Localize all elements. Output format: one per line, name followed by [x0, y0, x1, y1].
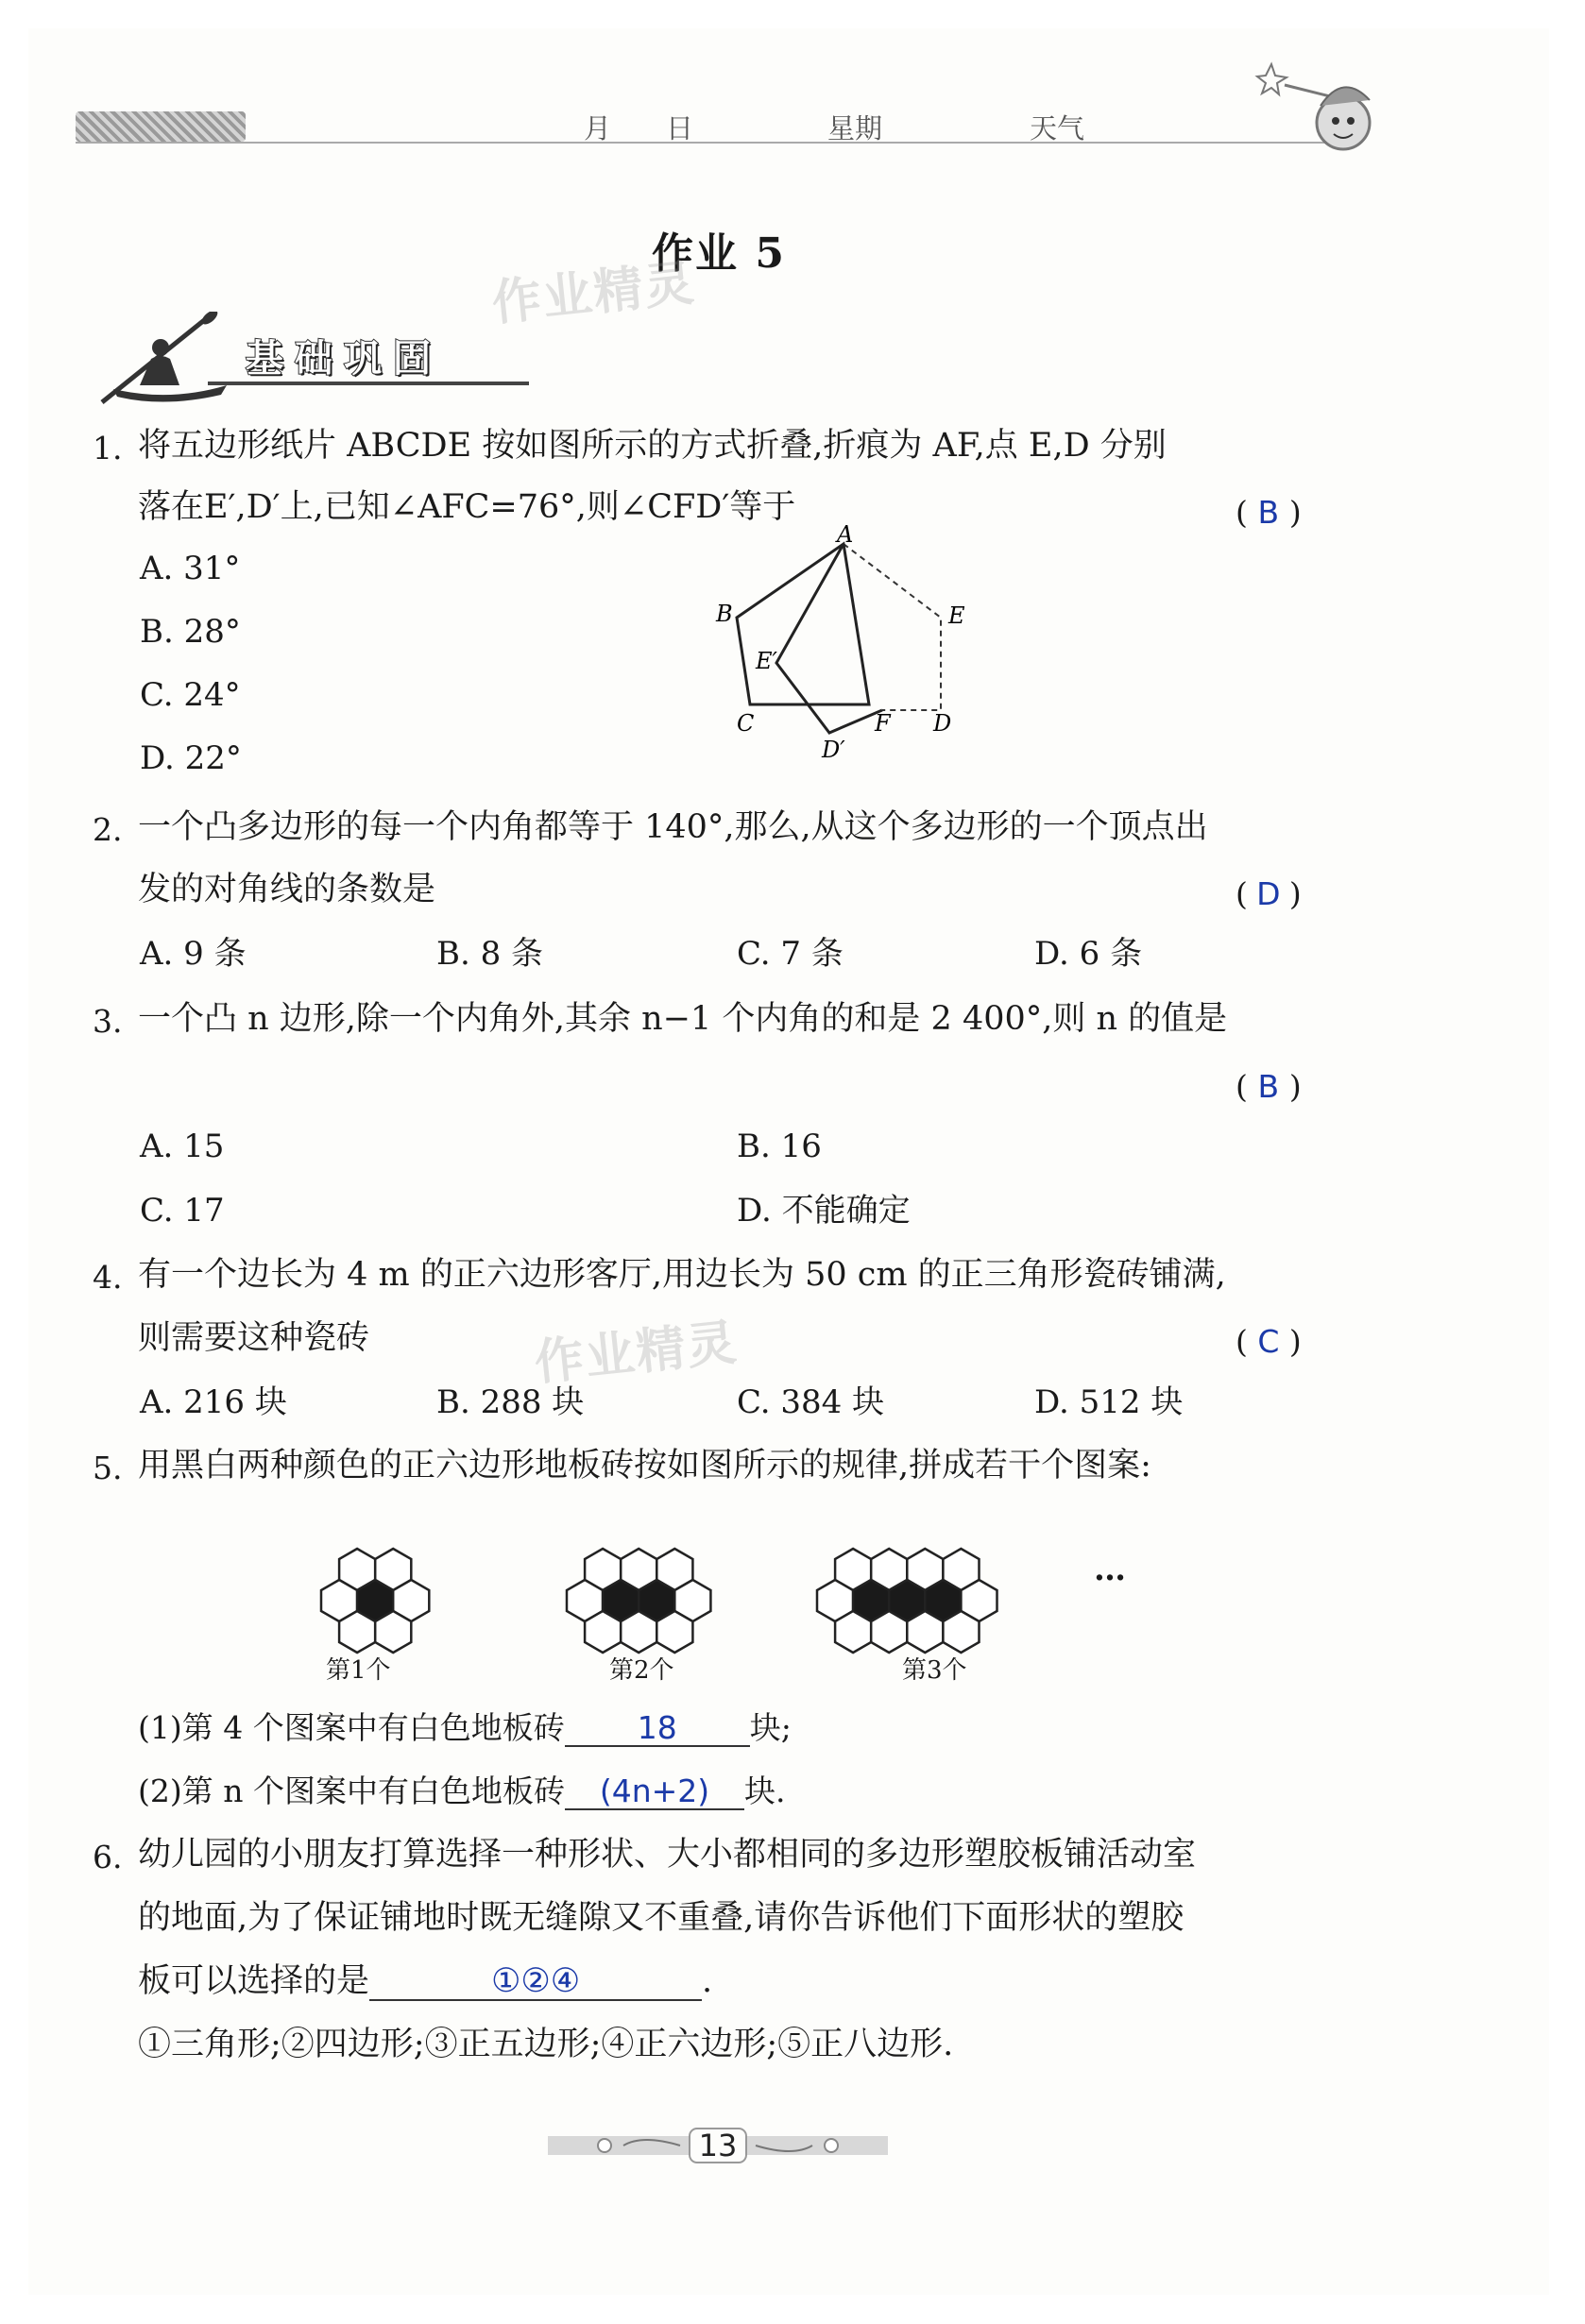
- figure-label: F: [875, 710, 891, 737]
- hexagon-tiling-figure: [302, 1506, 1152, 1695]
- option: B. 288 块: [436, 1383, 585, 1421]
- question-text: 将五边形纸片 ABCDE 按如图所示的方式折叠,折痕为 AF,点 E,D 分别: [138, 427, 1167, 465]
- folded-pentagon-figure: [699, 525, 1001, 771]
- answer-blank: (4n+2): [565, 1775, 744, 1810]
- question-number: 6.: [93, 1839, 123, 1875]
- option: B. 16: [737, 1128, 822, 1165]
- white-hexagon-tile: [943, 1611, 979, 1653]
- option: D. 512 块: [1034, 1383, 1184, 1421]
- sub-question: (1)第 4 个图案中有白色地板砖 18 块;: [138, 1709, 792, 1746]
- figure-label: E′: [756, 648, 777, 674]
- answer-choice: D: [1256, 875, 1281, 912]
- question-text: 发的对角线的条数是: [138, 871, 436, 908]
- header-weather: 天气: [1030, 112, 1085, 144]
- white-hexagon-tile: [656, 1611, 692, 1653]
- answer-choice: B: [1257, 1068, 1280, 1105]
- question-text: 则需要这种瓷砖: [138, 1319, 370, 1357]
- option: A. 9 条: [140, 935, 247, 973]
- answer-bracket: ( C ): [1236, 1323, 1302, 1360]
- section-title: 基础巩固: [246, 337, 442, 381]
- option: D. 6 条: [1034, 935, 1143, 973]
- white-hexagon-tile: [375, 1611, 411, 1653]
- option: A. 15: [140, 1128, 225, 1165]
- white-hexagon-tile: [871, 1611, 907, 1653]
- figure-label: A: [837, 525, 854, 548]
- figure-label: B: [716, 601, 733, 627]
- option: C. 17: [140, 1192, 225, 1230]
- option: D. 不能确定: [737, 1192, 911, 1230]
- question-number: 1.: [93, 430, 123, 466]
- question-text: 有一个边长为 4 m 的正六边形客厅,用边长为 50 cm 的正三角形瓷砖铺满,: [138, 1256, 1226, 1294]
- option: C. 384 块: [737, 1383, 885, 1421]
- answer-choice: B: [1257, 494, 1280, 531]
- question-text: 一个凸 n 边形,除一个内角外,其余 n−1 个内角的和是 2 400°,则 n 的值是: [138, 1000, 1228, 1038]
- watermark: 作业精灵: [532, 1314, 741, 1393]
- header-day: 日: [666, 112, 694, 144]
- option: B. 28°: [140, 613, 241, 651]
- page-title: 作业 5: [652, 229, 786, 278]
- figure-caption: 第1个: [326, 1656, 391, 1685]
- question-text: 一个凸多边形的每一个内角都等于 140°,那么,从这个多边形的一个顶点出: [138, 808, 1208, 846]
- white-hexagon-tile: [339, 1611, 375, 1653]
- watermark: 作业精灵: [489, 254, 699, 333]
- answer-choice: C: [1257, 1323, 1280, 1360]
- option: C. 24°: [140, 676, 241, 714]
- figure-label: D: [933, 710, 952, 737]
- white-hexagon-tile: [621, 1611, 656, 1653]
- figure-label: D′: [822, 737, 845, 763]
- option: B. 8 条: [436, 935, 544, 973]
- sub-question: (2)第 n 个图案中有白色地板砖 (4n+2) 块.: [138, 1773, 786, 1809]
- figure-label: C: [737, 710, 755, 737]
- header-rule: [76, 142, 1351, 144]
- question-number: 4.: [93, 1259, 123, 1296]
- question-text: 落在E′,D′上,已知∠AFC=76°,则∠CFD′等于: [138, 488, 796, 526]
- question-text: 幼儿园的小朋友打算选择一种形状、大小都相同的多边形塑胶板铺活动室: [138, 1836, 1197, 1874]
- figure-caption: 第3个: [902, 1656, 967, 1685]
- header-weekday: 星期: [827, 112, 883, 144]
- option: C. 7 条: [737, 935, 844, 973]
- ellipsis: …: [1094, 1551, 1126, 1588]
- question-text: ①三角形;②四边形;③正五边形;④正六边形;⑤正八边形.: [138, 2026, 954, 2063]
- answer-bracket: ( D ): [1236, 875, 1302, 912]
- figure-caption: 第2个: [609, 1656, 674, 1685]
- white-hexagon-tile: [835, 1611, 871, 1653]
- white-hexagon-tile: [907, 1611, 943, 1653]
- question-text: 的地面,为了保证铺地时既无缝隙又不重叠,请你告诉他们下面形状的塑胶: [138, 1899, 1184, 1937]
- option: D. 22°: [140, 739, 242, 777]
- white-hexagon-tile: [585, 1611, 621, 1653]
- option: A. 31°: [140, 550, 241, 587]
- question-number: 2.: [93, 811, 123, 848]
- question-text: 用黑白两种颜色的正六边形地板砖按如图所示的规律,拼成若干个图案:: [138, 1447, 1151, 1484]
- answer-bracket: ( B ): [1236, 494, 1302, 531]
- section-banner: [94, 312, 538, 406]
- header-month: 月: [584, 112, 612, 144]
- question-number: 5.: [93, 1450, 123, 1486]
- option: A. 216 块: [140, 1383, 287, 1421]
- question-text: 板可以选择的是 ①②④ .: [138, 1962, 713, 2000]
- question-number: 3.: [93, 1003, 123, 1040]
- answer-bracket: ( B ): [1236, 1068, 1302, 1105]
- page-footer: [548, 2125, 888, 2166]
- mascot-icon: [1247, 57, 1379, 161]
- header-decoration: [76, 111, 246, 142]
- page-number: 13: [698, 2128, 738, 2163]
- kayaker-icon: [94, 312, 227, 406]
- answer-blank: 18: [565, 1712, 750, 1747]
- answer-blank: ①②④: [369, 1964, 702, 2001]
- figure-label: E: [948, 602, 965, 629]
